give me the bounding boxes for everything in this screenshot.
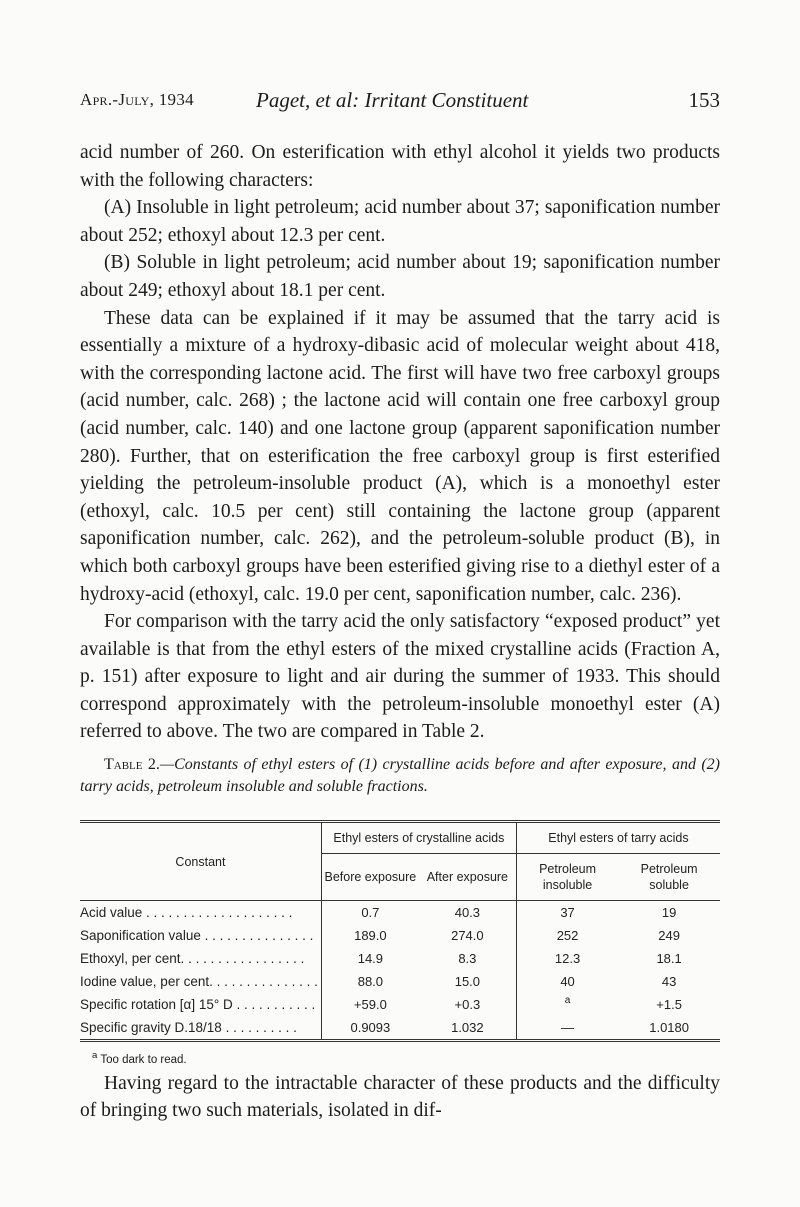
group-header-tarry: Ethyl esters of tarry acids xyxy=(516,822,720,854)
cell: 37 xyxy=(516,901,618,925)
constants-table xyxy=(80,820,720,1042)
cell: 252 xyxy=(516,924,618,947)
paragraph-product-b: (B) Soluble in light petroleum; acid number about 19; saponification number about 249; ethoxyl about 18.1 per cent. xyxy=(80,252,720,301)
cell: 0.7 xyxy=(321,901,419,925)
cell: 19 xyxy=(661,905,677,921)
table-title: —Constants of ethyl esters of (1) crystalline acids before and after exposure, and (2) tarry acids, petroleum insoluble and soluble fractions. xyxy=(80,756,721,796)
col-header-insoluble: Petroleum insoluble xyxy=(516,854,618,901)
cell: 249 xyxy=(658,928,680,944)
cell: 14.9 xyxy=(321,947,419,970)
group-header-crystalline: Ethyl esters of crystalline acids xyxy=(321,822,516,854)
cell: 0.9093 xyxy=(321,1016,419,1041)
page xyxy=(80,78,720,1145)
row-label: Specific rotation [α] 15° D . . . . . . . . . . . xyxy=(80,997,316,1013)
cell: — xyxy=(516,1016,618,1041)
page-number: 153 xyxy=(688,88,720,112)
cell: 15.0 xyxy=(454,974,481,990)
cell: 18.1 xyxy=(656,951,682,967)
cell: a xyxy=(516,993,618,1016)
running-title: Paget, et al: Irritant Constituent xyxy=(256,88,529,112)
body-text xyxy=(80,139,720,746)
col-header-after: After exposure xyxy=(419,854,517,901)
stub-header: Constant xyxy=(80,822,321,901)
cell: 1.0180 xyxy=(649,1020,689,1036)
table-label: Table 2. xyxy=(104,756,160,774)
cell: 189.0 xyxy=(321,924,419,947)
row-label: Saponification value . . . . . . . . . . . . . . . xyxy=(80,928,314,944)
cell: +59.0 xyxy=(321,993,419,1016)
paragraph-comparison: For comparison with the tarry acid the only satisfactory “exposed product” yet available is that from the ethyl esters of the mixed crystalline acids (Fraction A, p. 151) after exposure to light and air during the summer of 1933. This should correspond approximately with the petroleum-insoluble monoethyl ester (A) referred to above. The two are compared in Table 2. xyxy=(80,611,720,743)
table-footnote xyxy=(80,1050,720,1066)
row-label: Ethoxyl, per cent. . . . . . . . . . . . . . . . . xyxy=(80,951,305,967)
footnote-text: Too dark to read. xyxy=(100,1053,187,1066)
cell: 88.0 xyxy=(321,970,419,993)
cell: +0.3 xyxy=(454,997,481,1013)
table-row xyxy=(80,947,720,970)
cell: 1.032 xyxy=(451,1020,484,1036)
journal-date: Apr.-July, 1934 xyxy=(80,90,194,109)
paragraph-closing: Having regard to the intractable character of these products and the difficulty of bringing two such materials, isolated in dif- xyxy=(80,1072,720,1122)
cell: +1.5 xyxy=(656,997,682,1013)
table-caption xyxy=(80,754,720,798)
paragraph-explanation: These data can be explained if it may be assumed that the tarry acid is essentially a mixture of a hydroxy-dibasic acid of molecular weight about 418, with the corresponding lactone acid. The first will have two free carboxyl groups (acid number, calc. 268) ; the lactone acid will contain one free carboxyl group (acid number, calc. 140) and one lactone group (apparent saponification number 280). Further, that on esterification the free carboxyl group is first esterified yielding the petroleum-insoluble product (A), which is a monoethyl ester (ethoxyl, calc. 10.5 per cent) still containing the lactone group (apparent saponification number, calc. 262), and the petroleum-soluble product (B), in which both carboxyl groups have been esterified giving rise to a diethyl ester of a hydroxy-acid (ethoxyl, calc. 19.0 per cent, saponification number, calc. 236). xyxy=(80,307,720,605)
cell: 274.0 xyxy=(451,928,484,944)
table-row xyxy=(80,970,720,993)
col-header-before: Before exposure xyxy=(321,854,419,901)
cell: 12.3 xyxy=(516,947,618,970)
cell: 40.3 xyxy=(454,905,481,921)
table-row xyxy=(80,1016,720,1041)
cell: 43 xyxy=(661,974,677,990)
row-label: Acid value . . . . . . . . . . . . . . . . . . . . xyxy=(80,905,293,921)
cell: 8.3 xyxy=(458,951,477,967)
table-row xyxy=(80,924,720,947)
footnote-mark: a xyxy=(92,1050,98,1062)
cell: 40 xyxy=(516,970,618,993)
paragraph-product-a: (A) Insoluble in light petroleum; acid number about 37; saponification number about 252; ethoxyl about 12.3 per cent. xyxy=(80,197,720,246)
row-label: Iodine value, per cent. . . . . . . . . . . . . . . xyxy=(80,974,318,990)
col-header-soluble: Petroleum soluble xyxy=(618,854,720,901)
table-row xyxy=(80,901,720,925)
running-header xyxy=(80,78,720,118)
row-label: Specific gravity D.18/18 . . . . . . . . . . xyxy=(80,1020,297,1036)
paragraph-1: acid number of 260. On esterification with ethyl alcohol it yields two products with the following characters: xyxy=(80,142,720,191)
table-row xyxy=(80,993,720,1016)
